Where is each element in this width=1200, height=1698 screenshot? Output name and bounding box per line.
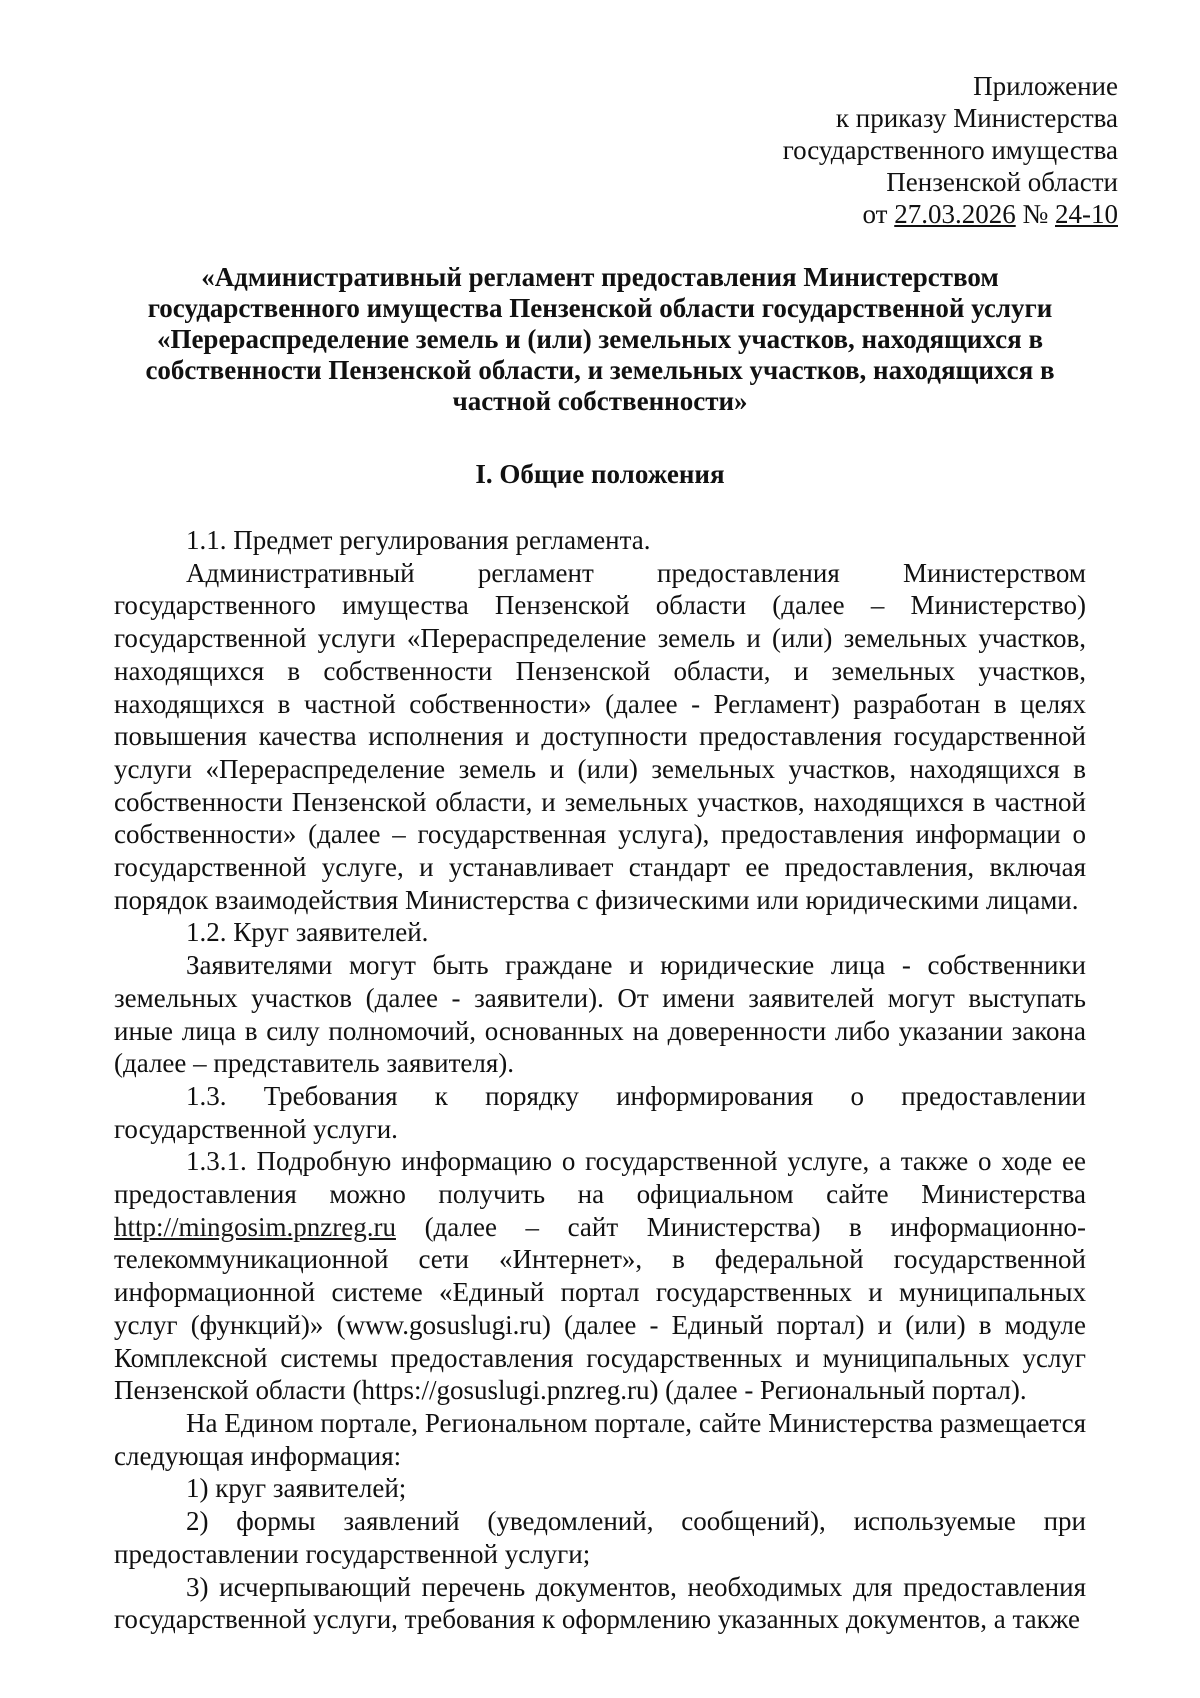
- list-item: 3) исчерпывающий перечень документов, необходимых для предоставления государственной услуги, требования к оформлению указанных документов, а также: [114, 1571, 1086, 1635]
- paragraph: Административный регламент предоставления Министерством государственного имущества Пензенской области (далее – Министерство) государственной услуги «Перераспределение земель и (или) земельных участков, находящихся в собственности Пензенской области, и земельных участков, находящихся в частной собственности» (далее - Регламент) разработан в целях повышения качества исполнения и доступности предоставления государственной услуги «Перераспределение земель и (или) земельных участков, находящихся в собственности Пензенской области, и земельных участков, находящихся в частной собственности» (далее – государственная услуга), предоставления информации о государственной услуге, и устанавливает стандарт ее предоставления, включая порядок взаимодействия Министерства с физическими или юридическими лицами.: [114, 557, 1086, 915]
- ministry-site-link[interactable]: http://mingosim.pnzreg.ru: [114, 1211, 396, 1242]
- paragraph-with-link: [114, 1145, 1086, 1407]
- from-prefix: от: [862, 199, 888, 229]
- appendix-line: государственного имущества: [782, 135, 1118, 165]
- document-title: «Административный регламент предоставления Министерством государственного имущества Пензенской области государственной услуги «Перераспределение земель и (или) земельных участков, находящихся в собственности Пензенской области, и земельных участков, находящихся в частной собственности»: [145, 262, 1055, 416]
- list-item: 2) формы заявлений (уведомлений, сообщений), используемые при предоставлении государственной услуги;: [114, 1506, 1086, 1569]
- order-date: 27.03.2026: [894, 199, 1016, 229]
- document-body: [114, 524, 1086, 1636]
- appendix-line: к приказу Министерства: [835, 103, 1118, 133]
- list-item: 1) круг заявителей;: [186, 1473, 407, 1504]
- paragraph: 1.2. Круг заявителей.: [186, 917, 429, 948]
- appendix-line: Приложение: [973, 71, 1118, 101]
- paragraph: 1.3. Требования к порядку информирования о предоставлении государственной услуги.: [114, 1080, 1086, 1144]
- paragraph-text: 1.3.1. Подробную информацию о государственной услуге, а также о ходе ее предоставления можно получить на официальном сайте Министерства: [114, 1146, 1086, 1210]
- appendix-header: [783, 70, 1118, 230]
- paragraph: На Едином портале, Региональном портале, сайте Министерства размещается следующая информация:: [114, 1407, 1086, 1471]
- paragraph: 1.1. Предмет регулирования регламента.: [186, 525, 651, 555]
- section-heading: I. Общие положения: [475, 459, 725, 489]
- number-sign: №: [1022, 199, 1049, 229]
- order-date-line: [783, 198, 1118, 230]
- order-number: 24-10: [1055, 199, 1118, 229]
- paragraph-text: (далее – сайт Министерства) в информационно-телекоммуникационной сети «Интернет», в федеральной государственной информационной системе «Единый портал государственных и муниципальных услуг (функций)» (www.gosuslugi.ru) (далее - Единый портал) и (или) в модуле Комплексной системы предоставления государственных и муниципальных услуг Пензенской области (https://gosuslugi.pnzreg.ru) (далее - Региональный портал).: [114, 1211, 1087, 1406]
- paragraph: Заявителями могут быть граждане и юридические лица - собственники земельных участков (далее - заявители). От имени заявителей могут выступать иные лица в силу полномочий, основанных на доверенности либо указании закона (далее – представитель заявителя).: [114, 950, 1086, 1079]
- appendix-line: Пензенской области: [886, 167, 1118, 197]
